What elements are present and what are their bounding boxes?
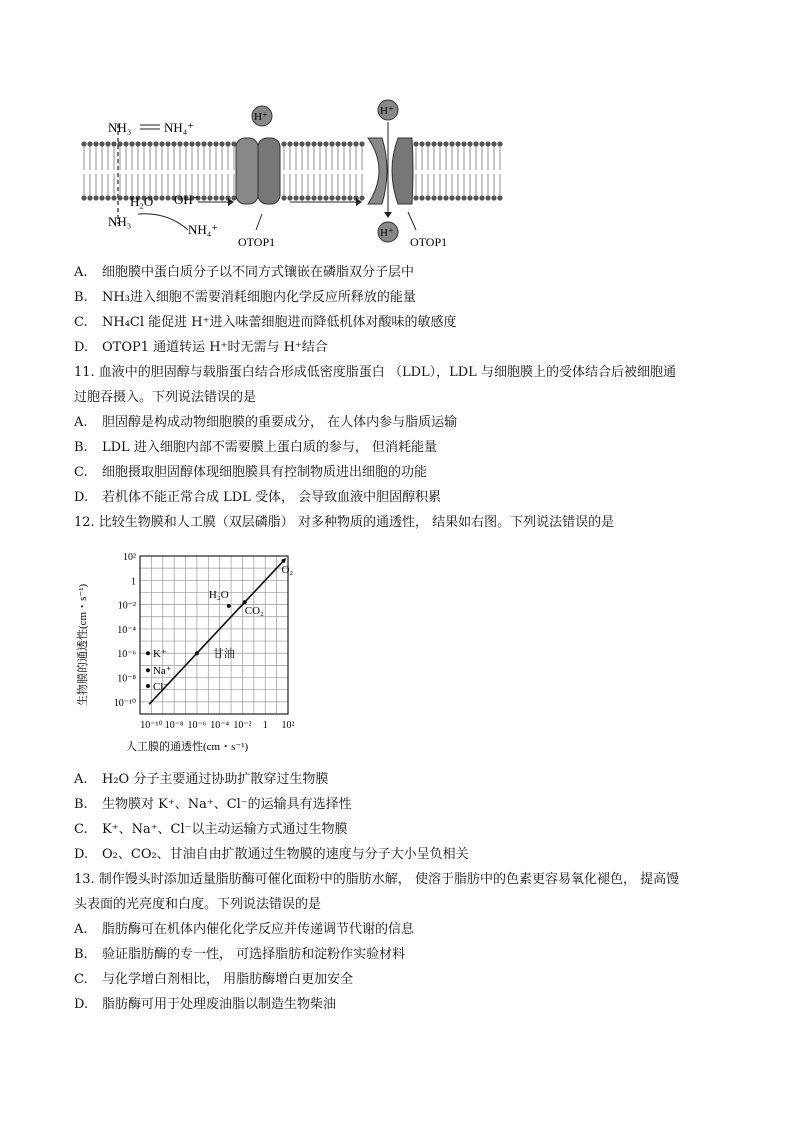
lipid-head	[219, 195, 224, 200]
lipid-head	[497, 195, 502, 200]
lipid-head	[473, 141, 478, 146]
lipid-head	[141, 141, 146, 146]
lipid-head	[329, 195, 334, 200]
lipid-head	[413, 141, 418, 146]
lipid-head	[341, 141, 346, 146]
otop1-channel-closed	[236, 138, 280, 204]
data-point-label: CO₂	[244, 605, 264, 618]
q11-stem-line1: 11. 血液中的胆固醇与载脂蛋白结合形成低密度脂蛋白 （LDL），LDL 与细胞膜上的受体结合后被细胞通	[74, 365, 676, 380]
lipid-head	[449, 141, 454, 146]
data-point	[146, 668, 150, 672]
lipid-head	[317, 141, 322, 146]
lipid-head	[347, 195, 352, 200]
q10-option-a: A. 细胞膜中蛋白质分子以不同方式镶嵌在磷脂双分子层中	[74, 265, 415, 280]
lipid-head	[123, 141, 128, 146]
lipid-head	[105, 141, 110, 146]
data-point	[146, 651, 150, 655]
q11-option-b: B. LDL 进入细胞内部不需要膜上蛋白质的参与， 但消耗能量	[74, 440, 437, 455]
x-tick-label: 10⁻⁸	[164, 720, 184, 731]
lipid-head	[207, 141, 212, 146]
otop1-right-label: OTOP1	[410, 235, 448, 249]
lipid-head	[207, 195, 212, 200]
q12-option-a: A. H₂O 分子主要通过协助扩散穿过生物膜	[74, 772, 329, 787]
lipid-head	[335, 195, 340, 200]
x-tick-label: 10⁻⁴	[210, 720, 230, 731]
lipid-head	[293, 195, 298, 200]
lipid-head	[123, 195, 128, 200]
otop1-channel-open	[368, 138, 413, 204]
lipid-head	[147, 141, 152, 146]
lipid-head	[455, 141, 460, 146]
lipid-head	[305, 141, 310, 146]
lipid-head	[485, 141, 490, 146]
q12-stem: 12. 比较生物膜和人工膜（双层磷脂） 对多种物质的通透性， 结果如右图。下列说法错误的是	[74, 515, 615, 530]
lipid-head	[455, 195, 460, 200]
lipid-head	[413, 195, 418, 200]
chart-x-axis-label: 人工膜的通透性(cm・s⁻¹)	[126, 741, 249, 753]
lipid-head	[443, 195, 448, 200]
lipid-head	[293, 141, 298, 146]
membrane-diagram	[78, 94, 508, 254]
lipid-head	[99, 141, 104, 146]
nh3-top-label: NH₃	[108, 120, 132, 135]
lipid-head	[159, 195, 164, 200]
data-point-label: K⁺	[152, 648, 167, 661]
lipid-head	[287, 195, 292, 200]
lipid-head	[347, 141, 352, 146]
q13-option-c: C. 与化学增白剂相比， 用脂肪酶增白更加安全	[74, 972, 354, 987]
lipid-head	[479, 195, 484, 200]
lipid-head	[111, 141, 116, 146]
y-tick-label: 10⁻²	[117, 600, 136, 612]
lipid-head	[437, 141, 442, 146]
data-point	[243, 600, 247, 604]
lipid-head	[165, 141, 170, 146]
h2o-label: H₂O	[130, 194, 154, 209]
x-tick-label: 1	[262, 720, 268, 731]
data-point-label: Cl⁻	[152, 681, 170, 694]
lipid-head	[497, 141, 502, 146]
otop1-left-label: OTOP1	[238, 235, 276, 249]
data-point	[227, 604, 231, 608]
lipid-head	[183, 141, 188, 146]
lipid-head	[111, 195, 116, 200]
y-tick-label: 10⁻⁶	[117, 649, 136, 661]
q12-option-b: B. 生物膜对 K⁺、Na⁺、Cl⁻的运输具有选择性	[74, 797, 352, 812]
lipid-head	[467, 141, 472, 146]
lipid-head	[491, 141, 496, 146]
q10-option-b: B. NH₃进入细胞不需要消耗细胞内化学反应所释放的能量	[74, 290, 416, 305]
lipid-head	[431, 195, 436, 200]
lipid-head	[201, 141, 206, 146]
q11-option-d: D. 若机体不能正常合成 LDL 受体， 会导致血液中胆固醇积累	[74, 490, 442, 505]
data-point-label: O₂	[281, 563, 294, 576]
lipid-head	[93, 141, 98, 146]
q12-option-d: D. O₂、CO₂、甘油自由扩散通过生物膜的速度与分子大小呈负相关	[74, 847, 469, 862]
lipid-head	[491, 195, 496, 200]
lipid-head	[425, 141, 430, 146]
q13-stem-line2: 头表面的光亮度和白度。下列说法错误的是	[74, 897, 322, 912]
lipid-head	[213, 141, 218, 146]
lipid-head	[81, 141, 86, 146]
lipid-head	[225, 141, 230, 146]
data-point-label: H₂O	[208, 588, 229, 601]
lipid-head	[287, 141, 292, 146]
data-point	[146, 684, 150, 688]
lipid-head	[329, 141, 334, 146]
lipid-head	[485, 195, 490, 200]
data-point	[281, 559, 285, 563]
y-tick-label: 10⁻¹⁰	[113, 697, 136, 709]
lipid-head	[461, 195, 466, 200]
lipid-head	[317, 195, 322, 200]
x-tick-label: 10⁻²	[233, 720, 252, 731]
lipid-head	[93, 195, 98, 200]
lipid-head	[189, 141, 194, 146]
q13-option-d: D. 脂肪酶可用于处理废油脂以制造生物柴油	[74, 997, 337, 1012]
lipid-head	[419, 195, 424, 200]
lipid-head	[159, 141, 164, 146]
lipid-head	[281, 141, 286, 146]
x-tick-label: 10²	[281, 720, 295, 731]
lipid-head	[359, 141, 364, 146]
x-tick-label: 10⁻⁶	[187, 720, 207, 731]
lipid-head	[305, 195, 310, 200]
lipid-head	[171, 141, 176, 146]
chart-y-axis-label: 生物膜的通透性(cm・s⁻¹)	[77, 583, 89, 706]
lipid-head	[281, 195, 286, 200]
q12-option-c: C. K⁺、Na⁺、Cl⁻以主动运输方式通过生物膜	[74, 822, 348, 837]
svg-text:H⁺: H⁺	[254, 111, 268, 123]
otop1-left-pointer	[256, 214, 262, 230]
lipid-head	[437, 195, 442, 200]
lipid-head	[87, 141, 92, 146]
lipid-head	[461, 141, 466, 146]
lipid-head	[425, 195, 430, 200]
lipid-head	[323, 195, 328, 200]
lipid-head	[177, 141, 182, 146]
lipid-head	[153, 141, 158, 146]
q13-option-a: A. 脂肪酶可在机体内催化化学反应并传递调节代谢的信息	[74, 922, 415, 937]
data-point-label: Na⁺	[152, 665, 172, 678]
svg-text:H⁺: H⁺	[380, 227, 394, 239]
q11-stem-line2: 过胞吞摄入。下列说法错误的是	[74, 390, 257, 405]
nh3-bottom-label: NH₃	[108, 214, 132, 229]
lipid-head	[323, 141, 328, 146]
q13-option-b: B. 验证脂肪酶的专一性， 可选择脂肪和淀粉作实验材料	[74, 947, 406, 962]
data-point-label: 甘油	[212, 648, 235, 661]
lipid-head	[443, 141, 448, 146]
chart-marks	[114, 552, 295, 731]
q10-option-c: C. NH₄Cl 能促进 H⁺进入味蕾细胞进而降低机体对酸味的敏感度	[74, 315, 457, 330]
lipid-head	[479, 141, 484, 146]
lipid-head	[201, 195, 206, 200]
lipid-head	[153, 195, 158, 200]
y-tick-label: 10⁻⁸	[117, 673, 136, 685]
q11-option-a: A. 胆固醇是构成动物细胞膜的重要成分， 在人体内参与脂质运输	[74, 415, 458, 430]
nh4-bottom-label: NH₄⁺	[188, 222, 219, 237]
lipid-head	[449, 195, 454, 200]
data-point	[195, 651, 199, 655]
oh-label: OH⁻	[174, 192, 200, 207]
otop1-right-pointer	[408, 212, 416, 230]
lipid-head	[341, 195, 346, 200]
lipid-head	[299, 195, 304, 200]
lipid-head	[135, 141, 140, 146]
lipid-head	[353, 141, 358, 146]
y-tick-label: 1	[131, 576, 136, 588]
lipid-head	[81, 195, 86, 200]
lipid-head	[219, 141, 224, 146]
y-tick-label: 10⁻⁴	[117, 624, 136, 636]
lipid-head	[105, 195, 110, 200]
nh4-top-label: NH₄⁺	[164, 120, 195, 135]
x-tick-label: 10⁻¹⁰	[140, 720, 163, 731]
lipid-head	[165, 195, 170, 200]
phospholipid-bilayer	[81, 141, 502, 200]
lipid-head	[473, 195, 478, 200]
lipid-head	[299, 141, 304, 146]
lipid-head	[129, 141, 134, 146]
lipid-head	[359, 195, 364, 200]
y-tick-label: 10²	[123, 552, 136, 563]
lipid-head	[431, 141, 436, 146]
q13-stem-line1: 13. 制作馒头时添加适量脂肪酶可催化面粉中的脂肪水解， 使溶于脂肪中的色素更容易氧化褪色， 提高馒	[74, 872, 680, 887]
q10-option-d: D. OTOP1 通道转运 H⁺时无需与 H⁺结合	[74, 340, 328, 355]
lipid-head	[195, 141, 200, 146]
q11-option-c: C. 细胞摄取胆固醇体现细胞膜具有控制物质进出细胞的功能	[74, 465, 428, 480]
lipid-head	[213, 195, 218, 200]
lipid-head	[335, 141, 340, 146]
lipid-head	[311, 195, 316, 200]
lipid-head	[311, 141, 316, 146]
lipid-head	[467, 195, 472, 200]
lipid-head	[87, 195, 92, 200]
lipid-head	[99, 195, 104, 200]
permeability-chart	[74, 546, 314, 754]
svg-text:H⁺: H⁺	[380, 105, 394, 117]
lipid-head	[419, 141, 424, 146]
